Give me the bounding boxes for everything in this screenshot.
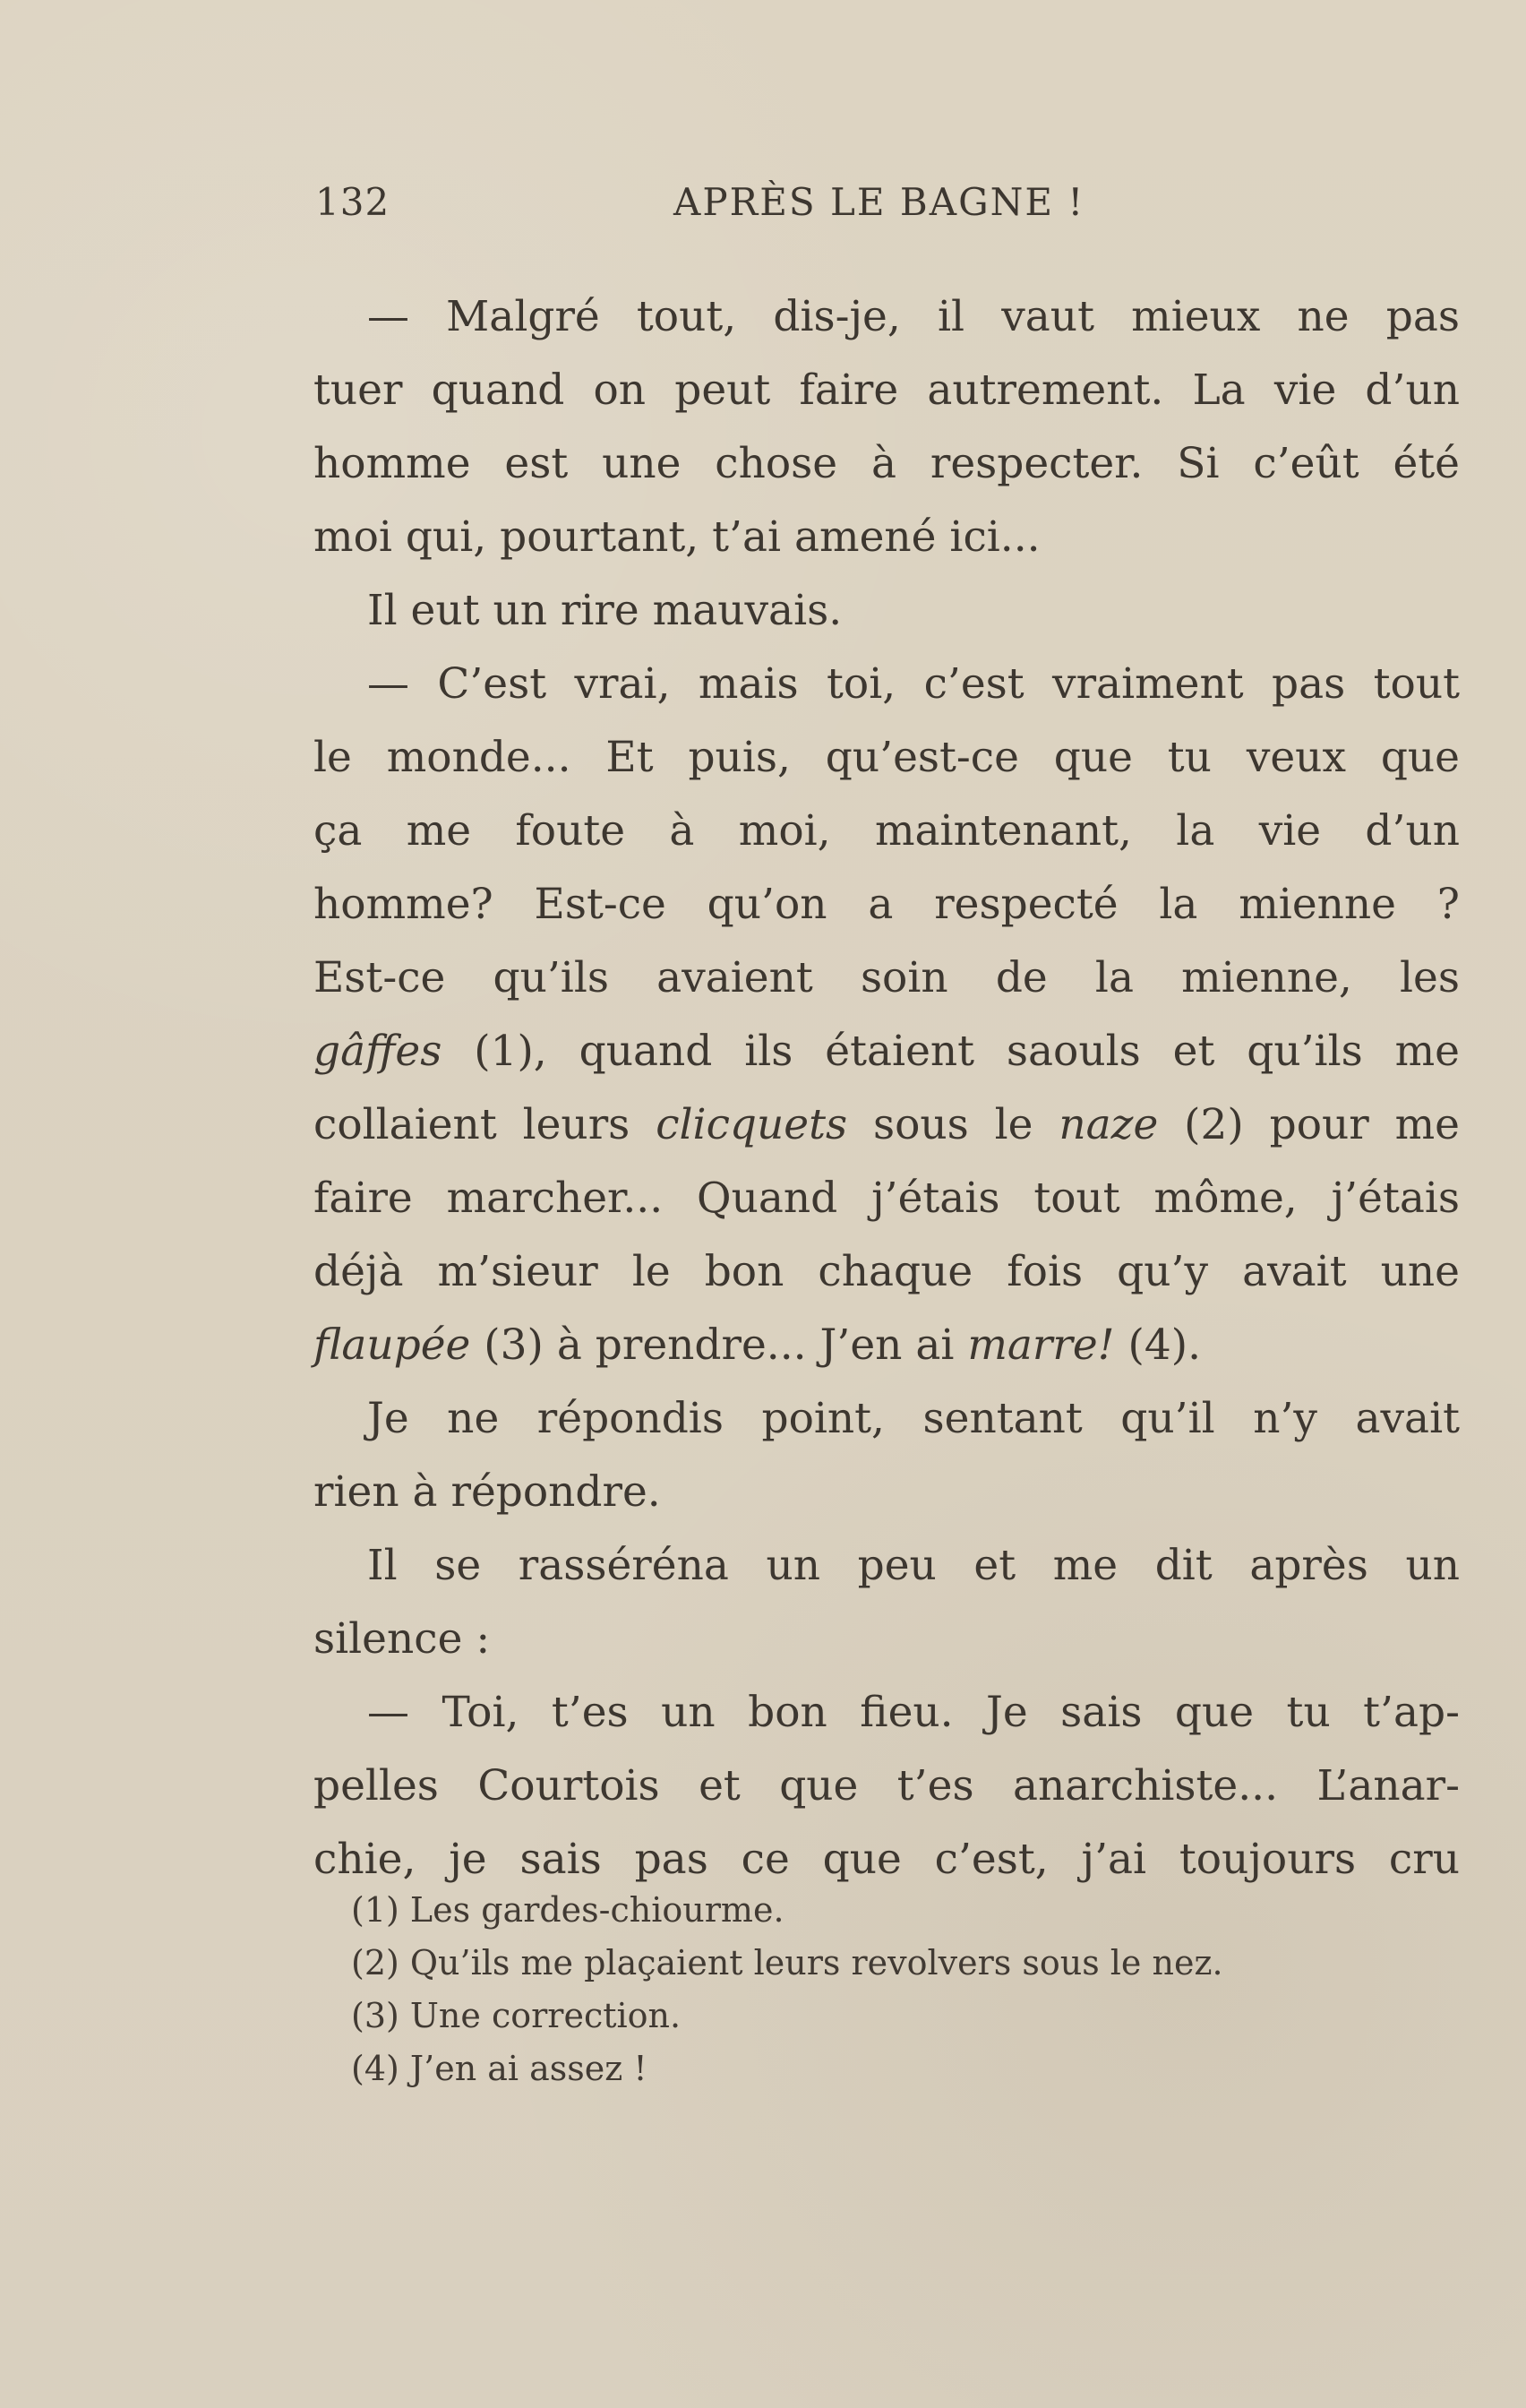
body-line-7: le monde... Et puis, qu’est-ce que tu veux que (313, 733, 1460, 782)
running-head-title: APRÈS LE BAGNE ! (673, 180, 1085, 224)
footnote-3: (3) Une correction. (351, 1996, 682, 2035)
body-line-15-middle: (3) à prendre... J’en ai (470, 1320, 968, 1370)
body-line-3: homme est une chose à respecter. Si c’eût été (313, 439, 1460, 488)
body-line-21: pelles Courtois et que t’es anarchiste... L’anar- (313, 1761, 1460, 1810)
body-line-20: — Toi, t’es un bon fieu. Je sais que tu t’ap- (367, 1688, 1460, 1737)
footnote-2: (2) Qu’ils me plaçaient leurs revolvers sous le nez. (351, 1943, 1223, 1982)
body-line-6: — C’est vrai, mais toi, c’est vraiment pas tout (367, 659, 1460, 709)
body-line-19: silence : (313, 1614, 491, 1664)
page-number: 132 (315, 180, 390, 224)
body-line-14: déjà m’sieur le bon chaque fois qu’y avait une (313, 1247, 1460, 1296)
body-line-17: rien à répondre. (313, 1467, 661, 1517)
body-line-12-middle: sous le (847, 1100, 1059, 1149)
body-line-4: moi qui, pourtant, t’ai amené ici... (313, 512, 1041, 562)
body-line-10: Est-ce qu’ils avaient soin de la mienne, les (313, 953, 1460, 1002)
body-line-5: Il eut un rire mauvais. (367, 586, 843, 635)
body-line-22: chie, je sais pas ce que c’est, j’ai toujours cru (313, 1835, 1460, 1884)
body-line-16: Je ne répondis point, sentant qu’il n’y avait (367, 1394, 1460, 1443)
footnote-4: (4) J’en ai assez ! (351, 2049, 647, 2088)
body-line-12-end: (2) pour me (1158, 1100, 1460, 1149)
slang-naze: naze (1059, 1100, 1159, 1149)
slang-marre: marre! (967, 1320, 1115, 1370)
footnotes (351, 1884, 1372, 2095)
body-line-12 (313, 1088, 1460, 1162)
slang-clicquets: clicquets (656, 1100, 848, 1149)
body-line-8: ça me foute à moi, maintenant, la vie d’un (313, 806, 1460, 856)
body-line-18: Il se rasséréna un peu et me dit après un (367, 1541, 1460, 1590)
body-line-9: homme? Est-ce qu’on a respecté la mienne ? (313, 880, 1460, 929)
body-line-2: tuer quand on peut faire autrement. La vie d’un (313, 366, 1460, 415)
body-line-15 (313, 1309, 1460, 1382)
body-line-11-rest: (1), quand ils étaient saouls et qu’ils me (442, 1027, 1460, 1076)
body-line-1: — Malgré tout, dis-je, il vaut mieux ne pas (367, 292, 1460, 341)
slang-gaffes: gâffes (313, 1027, 442, 1076)
body-line-13: faire marcher... Quand j’étais tout môme, j’étais (313, 1174, 1460, 1223)
body-text (313, 280, 1460, 1896)
slang-flaupee: flaupée (313, 1320, 471, 1370)
body-line-15-end: (4). (1114, 1320, 1202, 1370)
footnote-1: (1) Les gardes-chiourme. (351, 1890, 784, 1930)
body-line-12-start: collaient leurs (313, 1100, 656, 1149)
body-line-11 (313, 1015, 1460, 1088)
running-head (315, 180, 1462, 234)
